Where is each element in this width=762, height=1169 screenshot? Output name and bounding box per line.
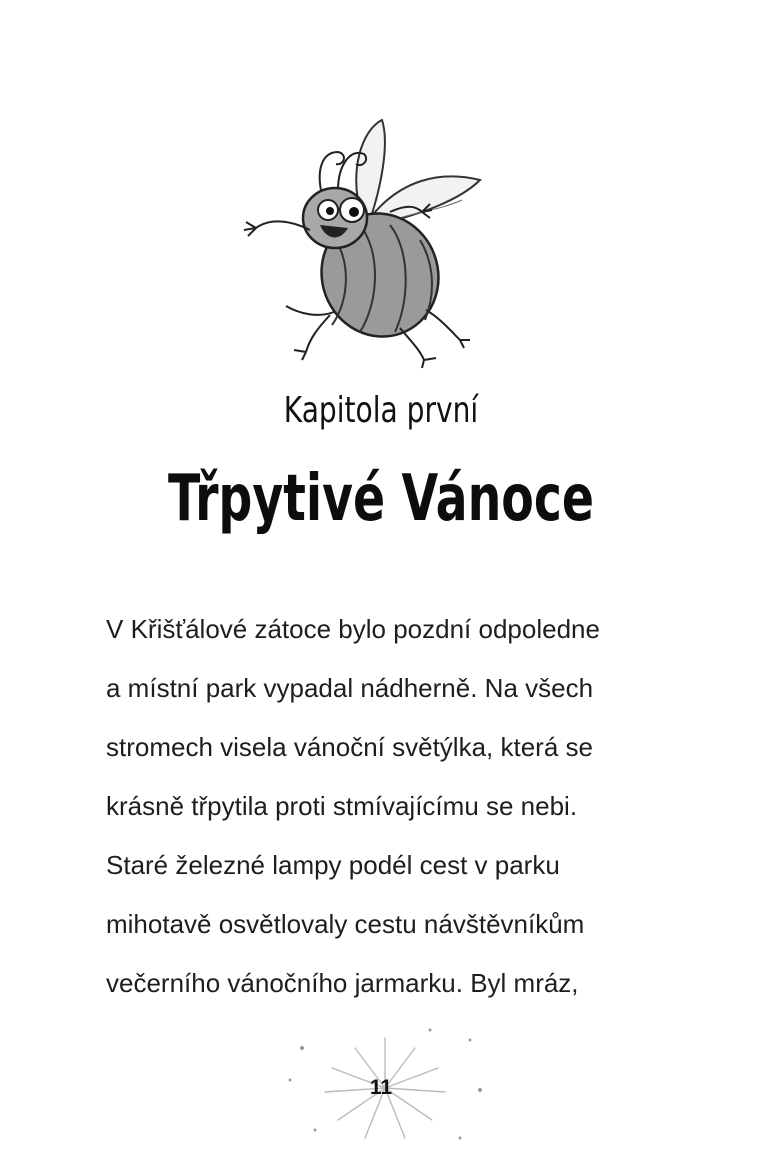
body-line: Staré železné lampy podél cest v parku bbox=[106, 850, 560, 880]
body-line: stromech visela vánoční světýlka, která se bbox=[106, 732, 593, 762]
bug-character-illustration bbox=[230, 100, 530, 375]
body-text bbox=[106, 600, 706, 1013]
body-line: krásně třpytila proti stmívajícímu se nebi. bbox=[106, 791, 578, 821]
body-line: a místní park vypadal nádherně. Na všech bbox=[106, 673, 594, 703]
page-number: 11 bbox=[369, 1076, 393, 1099]
chapter-label: Kapitola první bbox=[283, 390, 479, 431]
chapter-title: Třpytivé Vánoce bbox=[167, 462, 595, 536]
body-line: večerního vánočního jarmarku. Byl mráz, bbox=[106, 968, 579, 998]
body-line: V Křišťálové zátoce bylo pozdní odpoledne bbox=[106, 614, 600, 644]
body-line: mihotavě osvětlovaly cestu návštěvníkům bbox=[106, 909, 585, 939]
